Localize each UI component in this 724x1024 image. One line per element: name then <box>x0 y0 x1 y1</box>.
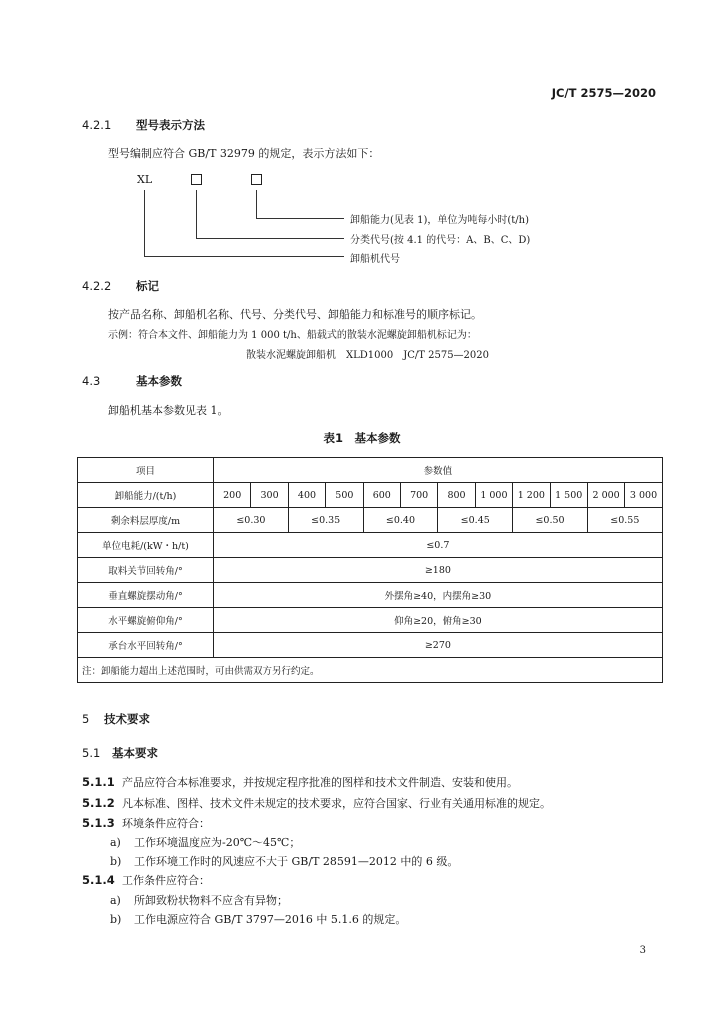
section-5-heading <box>82 711 150 727</box>
capacity-cell: 500 <box>326 483 363 508</box>
capacity-cell: 1 200 <box>513 483 550 508</box>
list-item <box>110 911 406 927</box>
table-note-row <box>78 658 663 683</box>
marking-example-intro: 示例：符合本文件、卸船能力为 1 000 t/h、船载式的散装水泥螺旋卸船机标记为： <box>108 330 477 341</box>
list-marker: b) <box>110 855 122 868</box>
capacity-cell: 1 500 <box>550 483 587 508</box>
clause-number: 5.1.4 <box>82 873 115 887</box>
row-label: 取料关节回转角/° <box>78 558 214 583</box>
table-row <box>78 633 663 658</box>
row-value: ≥180 <box>214 558 663 583</box>
table-row <box>78 558 663 583</box>
row-value: 外摆角≥40，内摆角≥30 <box>214 583 663 608</box>
clause-5-1-4 <box>82 872 210 888</box>
table-row <box>78 483 663 508</box>
list-item <box>110 853 458 869</box>
list-text: 工作电源应符合 GB/T 3797—2016 中 5.1.6 的规定。 <box>134 913 407 926</box>
section-title: 基本要求 <box>112 746 158 760</box>
residue-cell: ≤0.45 <box>438 508 513 533</box>
clause-text: 工作条件应符合： <box>122 874 210 887</box>
leader-line <box>196 238 344 239</box>
capacity-cell: 300 <box>251 483 288 508</box>
residue-cell: ≤0.40 <box>363 508 438 533</box>
table-row <box>78 508 663 533</box>
section-4-3-heading <box>82 373 182 389</box>
capacity-cell: 2 000 <box>587 483 624 508</box>
clause-text: 产品应符合本标准要求，并按规定程序批准的图样和技术文件制造、安装和使用。 <box>122 776 518 789</box>
list-text: 工作环境工作时的风速应不大于 GB/T 28591—2012 中的 6 级。 <box>134 855 459 868</box>
placeholder-box-capacity <box>251 174 262 185</box>
leader-line <box>144 256 344 257</box>
row-label: 垂直螺旋摆动角/° <box>78 583 214 608</box>
leader-line <box>196 190 197 238</box>
table-header-row <box>78 458 663 483</box>
residue-cell: ≤0.50 <box>513 508 588 533</box>
list-text: 所卸致粉状物料不应含有异物； <box>134 894 288 907</box>
clause-text: 凡本标准、图样、技术文件未规定的技术要求，应符合国家、行业有关通用标准的规定。 <box>122 797 551 810</box>
placeholder-box-category <box>191 174 202 185</box>
clause-text: 环境条件应符合： <box>122 817 210 830</box>
diagram-label-machine: 卸船机代号 <box>350 254 400 265</box>
clause-5-1-3 <box>82 815 210 831</box>
clause-number: 5.1.1 <box>82 775 115 789</box>
capacity-cell: 600 <box>363 483 400 508</box>
list-text: 工作环境温度应为-20℃～45℃； <box>134 836 301 849</box>
capacity-cell: 3 000 <box>625 483 662 508</box>
row-value: 仰角≥20，俯角≥30 <box>214 608 663 633</box>
section-number: 4.2.1 <box>82 118 112 132</box>
section-title: 型号表示方法 <box>136 118 205 132</box>
residue-cell: ≤0.30 <box>214 508 289 533</box>
list-marker: a) <box>110 836 121 849</box>
section-title: 技术要求 <box>104 712 150 726</box>
row-label: 剩余料层厚度/m <box>78 508 214 533</box>
section-4-3-body: 卸船机基本参数见表 1。 <box>108 404 229 417</box>
section-5-1-heading <box>82 745 158 761</box>
clause-number: 5.1.2 <box>82 796 115 810</box>
table-caption: 表1 基本参数 <box>323 431 401 445</box>
row-value: ≥270 <box>214 633 663 658</box>
page-number: 3 <box>639 945 646 956</box>
model-prefix: XL <box>137 173 153 186</box>
marking-example: 散装水泥螺旋卸船机 XLD1000 JC/T 2575—2020 <box>246 350 490 361</box>
capacity-cell: 1 000 <box>475 483 512 508</box>
clause-5-1-1 <box>82 774 518 790</box>
section-4-2-2-body: 按产品名称、卸船机名称、代号、分类代号、卸船能力和标准号的顺序标记。 <box>108 308 482 321</box>
leader-line <box>256 190 257 218</box>
header-value: 参数值 <box>214 458 663 483</box>
clause-5-1-2 <box>82 795 551 811</box>
section-number: 4.2.2 <box>82 279 112 293</box>
clause-number: 5.1.3 <box>82 816 115 830</box>
section-4-2-1-body: 型号编制应符合 GB/T 32979 的规定，表示方法如下： <box>108 147 380 160</box>
section-number: 5.1 <box>82 746 101 760</box>
table-note: 注：卸船能力超出上述范围时，可由供需双方另行约定。 <box>78 658 663 683</box>
capacity-cell: 700 <box>400 483 437 508</box>
list-item <box>110 834 300 850</box>
diagram-label-category: 分类代号(按 4.1 的代号：A、B、C、D) <box>350 235 531 246</box>
table-row <box>78 583 663 608</box>
capacity-cell: 800 <box>438 483 475 508</box>
section-title: 基本参数 <box>136 374 182 388</box>
section-number: 5 <box>82 712 90 726</box>
list-marker: b) <box>110 913 122 926</box>
row-label: 水平螺旋俯仰角/° <box>78 608 214 633</box>
row-label: 卸船能力/(t/h) <box>78 483 214 508</box>
row-label: 单位电耗/(kW・h/t) <box>78 533 214 558</box>
row-label: 承台水平回转角/° <box>78 633 214 658</box>
header-item: 项目 <box>78 458 214 483</box>
leader-line <box>144 190 145 256</box>
section-number: 4.3 <box>82 374 101 388</box>
residue-cell: ≤0.35 <box>288 508 363 533</box>
standard-code: JC/T 2575—2020 <box>551 86 656 100</box>
leader-line <box>256 218 344 219</box>
basic-parameters-table <box>77 457 663 683</box>
capacity-cell: 400 <box>288 483 325 508</box>
row-value: ≤0.7 <box>214 533 663 558</box>
section-4-2-1-heading <box>82 117 205 133</box>
table-row <box>78 533 663 558</box>
table-row <box>78 608 663 633</box>
capacity-cell: 200 <box>214 483 251 508</box>
list-marker: a) <box>110 894 121 907</box>
section-4-2-2-heading <box>82 278 159 294</box>
diagram-label-capacity: 卸船能力(见表 1)，单位为吨每小时(t/h) <box>350 215 529 226</box>
list-item <box>110 892 288 908</box>
residue-cell: ≤0.55 <box>587 508 662 533</box>
section-title: 标记 <box>136 279 159 293</box>
